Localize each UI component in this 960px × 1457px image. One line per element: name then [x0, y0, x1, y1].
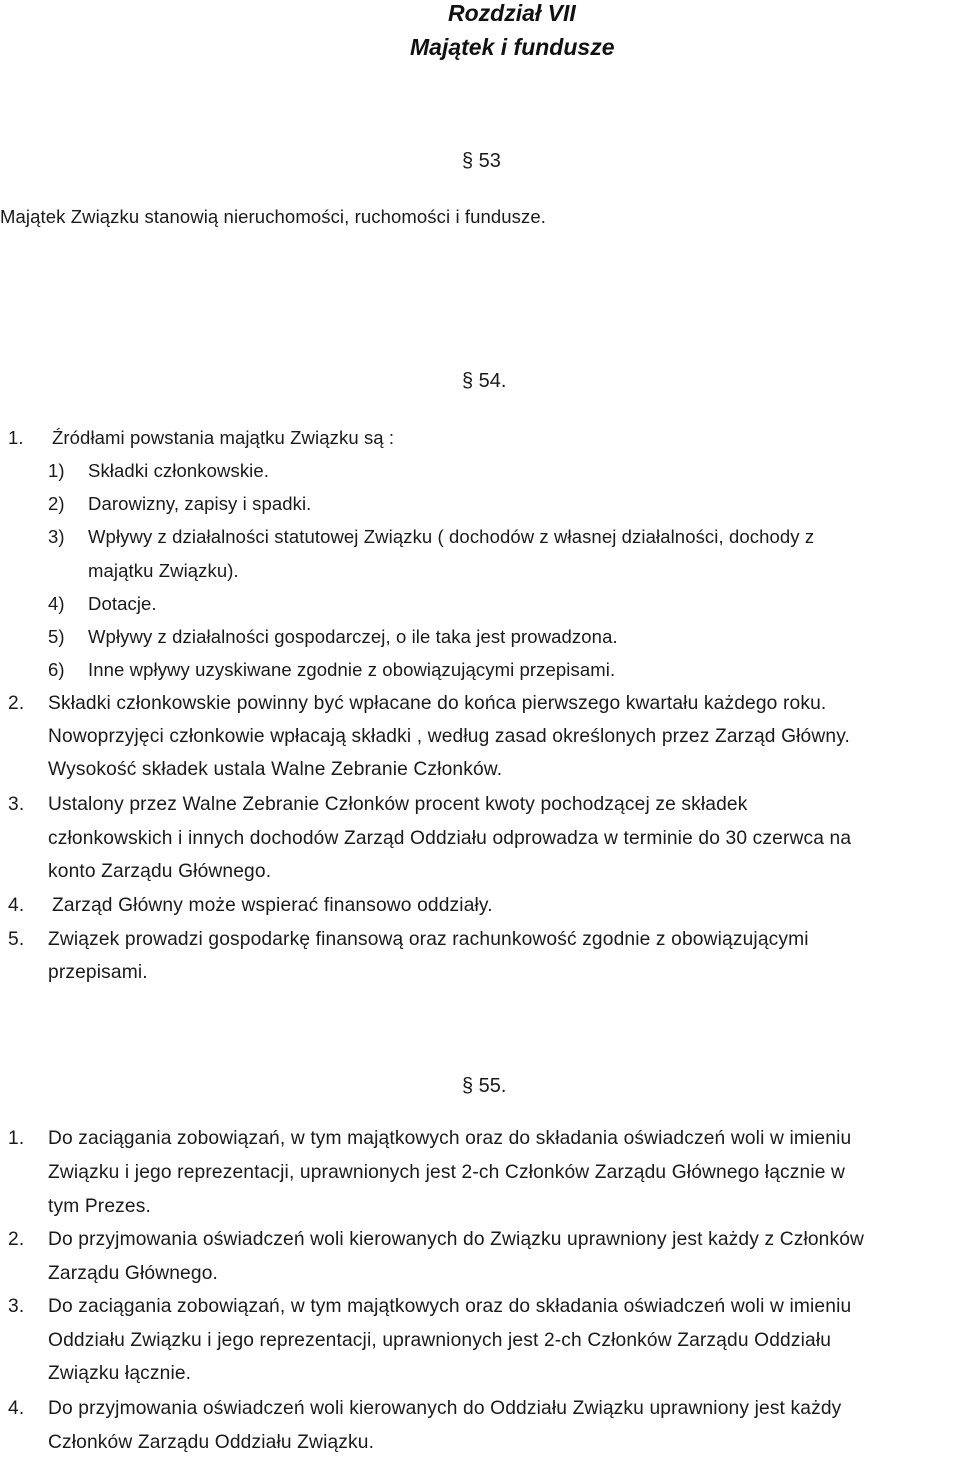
chapter-title: Majątek i fundusze [410, 34, 615, 60]
paragraph-line: Zarządu Głównego. [48, 1263, 219, 1284]
paragraph-line: Składki członkowskie powinny być wpłacane do końca pierwszego kwartału każdego roku. [48, 693, 827, 714]
paragraph-line: Związek prowadzi gospodarkę finansową oraz rachunkowość zgodnie z obowiązującymi [48, 929, 809, 950]
sub-number: 2) [48, 493, 65, 514]
paragraph-line: przepisami. [48, 962, 148, 983]
paragraph-line: tym Prezes. [48, 1196, 151, 1217]
paragraph-line: Wysokość składek ustala Walne Zebranie Członków. [48, 759, 503, 780]
section-53-heading: § 53 [462, 150, 501, 172]
paragraph-line: Do przyjmowania oświadczeń woli kierowanych do Związku uprawniony jest każdy z Członków [48, 1229, 865, 1250]
sub-number: 6) [48, 659, 65, 680]
paragraph-line: Do zaciągania zobowiązań, w tym majątkowych oraz do składania oświadczeń woli w imieniu [48, 1128, 852, 1149]
paragraph-line: Związku łącznie. [48, 1363, 192, 1384]
paragraph-line: konto Zarządu Głównego. [48, 861, 272, 882]
sub-item-text: Inne wpływy uzyskiwane zgodnie z obowiązującymi przepisami. [88, 659, 616, 680]
paragraph-line: Ustalony przez Walne Zebranie Członków procent kwoty pochodzącej ze składek [48, 794, 748, 815]
section-53-text: Majątek Związku stanowią nieruchomości, ruchomości i fundusze. [0, 206, 547, 227]
sub-item-text: Składki członkowskie. [88, 460, 270, 481]
list-number: 2. [8, 1229, 25, 1250]
sub-number: 3) [48, 526, 65, 547]
list-number: 4. [8, 1398, 25, 1419]
sub-item-text: Wpływy z działalności gospodarczej, o ile taka jest prowadzona. [88, 626, 618, 647]
paragraph-line: członkowskich i innych dochodów Zarząd Oddziału odprowadza w terminie do 30 czerwca na [48, 828, 852, 849]
list-number: 4. [8, 895, 25, 916]
list-number: 1. [8, 1128, 25, 1149]
paragraph-line: Nowoprzyjęci członkowie wpłacają składki , według zasad określonych przez Zarząd Główny. [48, 726, 851, 747]
sub-number: 1) [48, 460, 65, 481]
list-number: 5. [8, 929, 25, 950]
paragraph-line: Do zaciągania zobowiązań, w tym majątkowych oraz do składania oświadczeń woli w imieniu [48, 1296, 852, 1317]
list-number: 3. [8, 794, 25, 815]
list-number: 1. [8, 427, 24, 448]
list-number: 3. [8, 1296, 25, 1317]
sub-item-text: Wpływy z działalności statutowej Związku ( dochodów z własnej działalności, dochody z [88, 526, 815, 547]
paragraph-text: Źródłami powstania majątku Związku są : [52, 427, 395, 448]
sub-item-text: Darowizny, zapisy i spadki. [88, 493, 312, 514]
sub-item-text: Dotacje. [88, 593, 157, 614]
paragraph-line: Związku i jego reprezentacji, uprawnionych jest 2-ch Członków Zarządu Głównego łącznie w [48, 1162, 846, 1183]
section-54-heading: § 54. [462, 370, 507, 392]
paragraph-line: Do przyjmowania oświadczeń woli kierowanych do Oddziału Związku uprawniony jest każdy [48, 1398, 842, 1419]
list-number: 2. [8, 693, 25, 714]
paragraph-line: Oddziału Związku i jego reprezentacji, uprawnionych jest 2-ch Członków Zarządu Oddziału [48, 1330, 832, 1351]
paragraph-line: Zarząd Główny może wspierać finansowo oddziały. [52, 895, 493, 916]
sub-item-text-continuation: majątku Związku). [88, 560, 239, 581]
paragraph-line: Członków Zarządu Oddziału Związku. [48, 1432, 375, 1453]
sub-number: 5) [48, 626, 65, 647]
sub-number: 4) [48, 593, 65, 614]
chapter-number: Rozdział VII [448, 0, 576, 26]
section-55-heading: § 55. [462, 1075, 507, 1097]
